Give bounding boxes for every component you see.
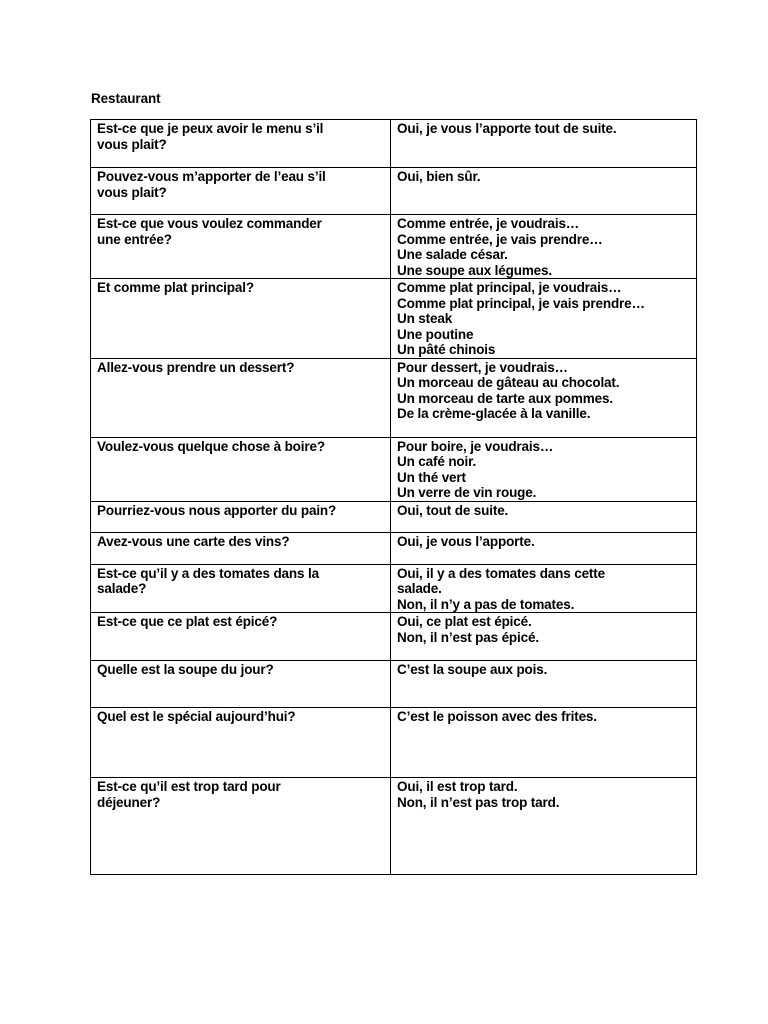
answer-cell [391,532,697,564]
answer-text: Comme plat principal, je vais prendre… [397,295,645,311]
answer-text: Oui, ce plat est épicé. [397,614,532,629]
question-cell [91,564,391,613]
answer-cell [391,215,697,279]
answer-text: De la crème-glacée à la vanille. [397,406,591,421]
question-text: Quel est le spécial aujourd’hui? [97,709,296,724]
question-text: Quelle est la soupe du jour? [97,662,274,677]
table-row [91,168,697,215]
question-cell [91,358,391,437]
question-cell [91,501,391,532]
answer-text: Une poutine [397,326,474,342]
answer-text: Oui, je vous l’apporte tout de suite. [397,121,617,136]
answer-text: Une salade césar. [397,247,508,262]
answer-text: Pour dessert, je voudrais… [397,359,568,375]
question-text: Pourriez-vous nous apporter du pain? [97,502,337,518]
question-text: Est-ce qu’il y a des tomates dans la [97,565,319,581]
answer-text: Oui, je vous l’apporte. [397,533,535,549]
table-row [91,661,697,708]
question-cell [91,168,391,215]
answer-text: Comme plat principal, je voudrais… [397,280,622,295]
answer-text: Une soupe aux légumes. [397,262,552,278]
question-text: Voulez-vous quelque chose à boire? [97,438,325,454]
table-row [91,120,697,168]
answer-cell [391,613,697,661]
question-cell [91,279,391,359]
answer-cell [391,661,697,708]
answer-text: Un morceau de gâteau au chocolat. [397,375,620,390]
table-row [91,358,697,437]
answer-cell [391,708,697,778]
question-cell [91,613,391,661]
table-row [91,532,697,564]
answer-cell [391,279,697,359]
question-text: Est-ce qu’il est trop tard pour [97,779,281,794]
question-text: vous plait? [97,184,167,200]
answer-text: Oui, tout de suite. [397,502,509,518]
answer-text: C’est la soupe aux pois. [397,662,548,677]
question-text: vous plait? [97,136,167,152]
table-row [91,437,697,501]
answer-cell [391,501,697,532]
question-cell [91,778,391,875]
answer-text: C’est le poisson avec des frites. [397,709,597,724]
question-text: salade? [97,581,147,596]
answer-text: Un steak [397,311,453,326]
answer-text: salade. [397,581,442,596]
answer-text: Un pâté chinois [397,342,496,357]
answer-text: Oui, il y a des tomates dans cette [397,565,605,581]
answer-text: Oui, bien sûr. [397,169,481,184]
table-row [91,564,697,613]
question-cell [91,708,391,778]
answer-cell [391,168,697,215]
answer-cell [391,437,697,501]
page-title: Restaurant [91,91,161,106]
answer-text: Non, il n’y a pas de tomates. [397,596,575,612]
question-text: Est-ce que ce plat est épicé? [97,614,278,629]
answer-text: Non, il n’est pas épicé. [397,629,539,645]
question-cell [91,661,391,708]
question-text: Allez-vous prendre un dessert? [97,359,295,375]
table-row [91,215,697,279]
question-cell [91,215,391,279]
question-text: Est-ce que je peux avoir le menu s’il [97,121,324,136]
answer-cell [391,358,697,437]
table-row [91,708,697,778]
table-row [91,279,697,359]
question-text: Avez-vous une carte des vins? [97,533,290,549]
question-text: déjeuner? [97,794,161,810]
question-cell [91,437,391,501]
answer-cell [391,564,697,613]
answer-text: Un morceau de tarte aux pommes. [397,390,613,406]
answer-cell [391,778,697,875]
question-text: une entrée? [97,231,172,247]
question-text: Pouvez-vous m’apporter de l’eau s’il [97,169,326,184]
answer-text: Un thé vert [397,469,466,485]
table-row [91,613,697,661]
answer-text: Un verre de vin rouge. [397,485,537,500]
question-cell [91,532,391,564]
answer-text: Comme entrée, je vais prendre… [397,231,603,247]
answer-text: Un café noir. [397,454,477,469]
answer-text: Pour boire, je voudrais… [397,438,554,454]
question-text: Est-ce que vous voulez commander [97,216,322,231]
table-row [91,778,697,875]
table-row [91,501,697,532]
answer-text: Non, il n’est pas trop tard. [397,794,560,810]
answer-text: Oui, il est trop tard. [397,779,518,794]
answer-cell [391,120,697,168]
answer-text: Comme entrée, je voudrais… [397,216,580,231]
question-answer-table [90,119,697,875]
question-text: Et comme plat principal? [97,280,254,295]
question-cell [91,120,391,168]
